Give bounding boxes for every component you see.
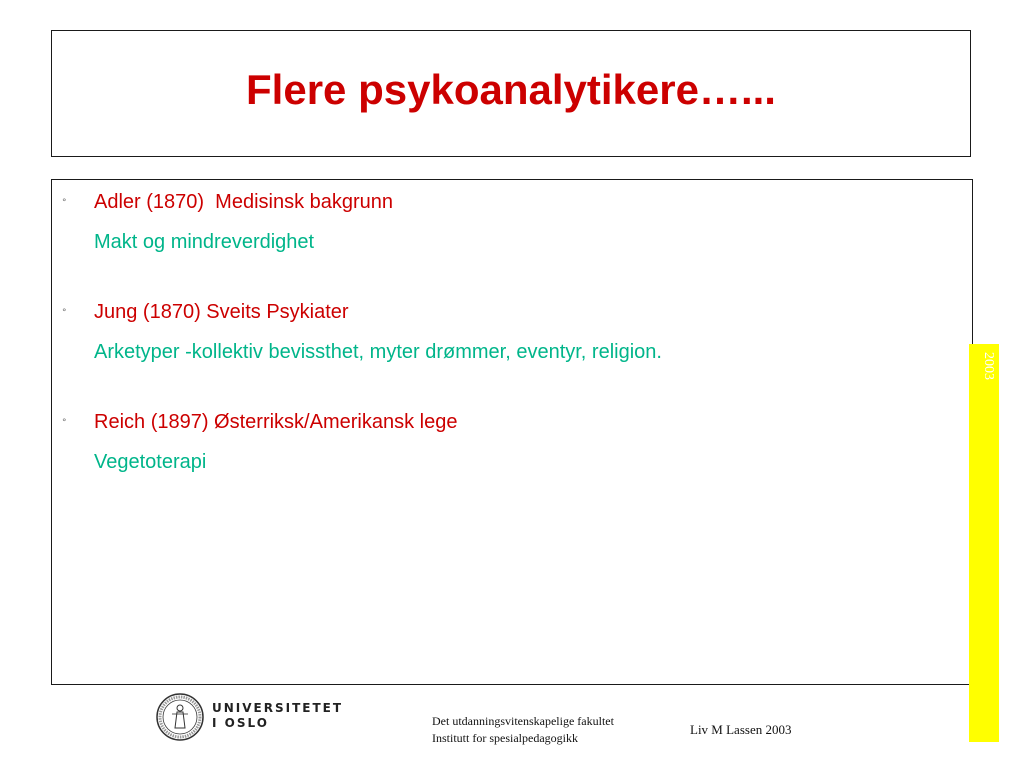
year-label: 2003 (981, 352, 996, 380)
small-bullet-icon: ° (62, 198, 67, 208)
small-bullet-icon: ° (62, 308, 67, 318)
content-box (51, 179, 973, 685)
author-label: Liv M Lassen 2003 (690, 722, 792, 737)
item-detail: Makt og mindreverdighet (94, 231, 315, 253)
university-line1: UNIVERSITETET (212, 701, 344, 715)
title-box (51, 30, 971, 157)
faculty-info (432, 713, 614, 747)
small-bullet-icon: ° (62, 418, 67, 428)
item-heading: Jung (1870) Sveits Psykiater (94, 301, 349, 323)
year-strip (969, 344, 999, 742)
item-heading: Adler (1870) Medisinsk bakgrunn (94, 191, 394, 213)
university-name (212, 701, 343, 731)
item-heading: Reich (1897) Østerriksk/Amerikansk lege (94, 411, 458, 433)
institute-name: Institutt for spesialpedagogikk (432, 731, 578, 745)
university-seal-icon (155, 692, 205, 742)
faculty-name: Det utdanningsvitenskapelige fakultet (432, 714, 614, 728)
item-detail: Arketyper -kollektiv bevissthet, myter drømmer, eventyr, religion. (94, 341, 662, 363)
item-detail: Vegetoterapi (94, 451, 207, 473)
university-line2: I OSLO (212, 716, 269, 730)
slide-title: Flere psykoanalytikere…... (246, 66, 776, 113)
